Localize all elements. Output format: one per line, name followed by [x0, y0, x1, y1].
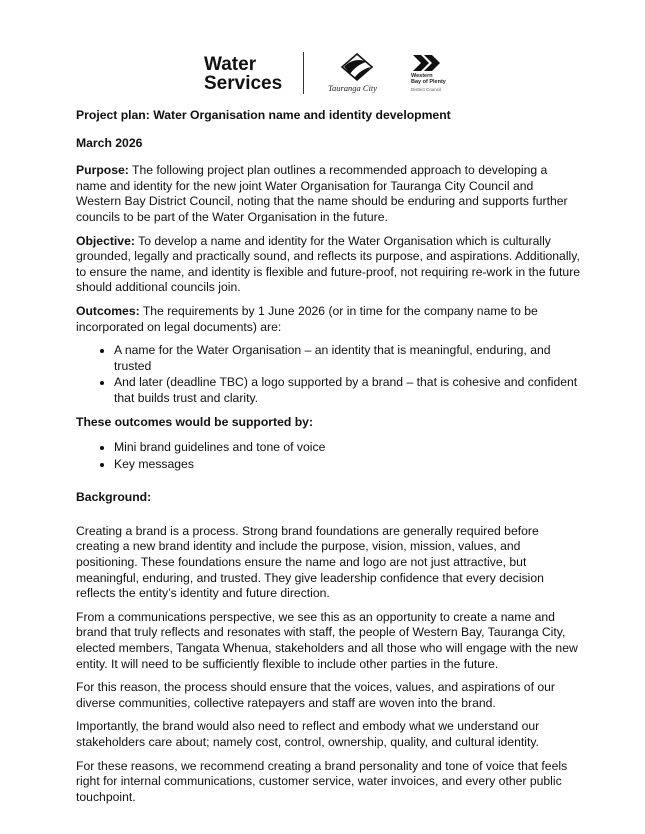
- list-item: • And later (deadline TBC) a logo supported by a brand – that is cohesive and confident that builds trust and clarity.: [114, 375, 581, 406]
- logo-divider: [303, 52, 304, 94]
- document-title: Project plan: Water Organisation name and identity development: [76, 108, 451, 122]
- outcomes-paragraph: [76, 304, 581, 335]
- wbop-wordmark-sub: District Council: [411, 87, 442, 92]
- tauranga-city-wordmark: Tauranga City: [328, 83, 378, 93]
- objective-text: To develop a name and identity for the Water Organisation which is culturally grounded, legally and practically sound, and reflects its purpose, and aspirations. Additionally, to ensure the name, and identity is flexible and future-proof, not requiring re-work in the future should additional councils join.: [76, 233, 581, 295]
- outcomes-label: Outcomes:: [76, 303, 140, 318]
- water-services-logo: [204, 55, 282, 93]
- background-paragraph-5: For these reasons, we recommend creating a brand personality and tone of voice that feels right for internal communications, customer service, water invoices, and every other public touchpoint.: [76, 758, 568, 804]
- purpose-label: Purpose:: [76, 163, 129, 178]
- purpose-text: The following project plan outlines a recommended approach to developing a name and identity for the new joint Water Organisation for Tauranga City Council and Western Bay District Council, noting that the name should be enduring and supports further councils to be part of the Water Organisation in the future.: [76, 163, 568, 224]
- background-paragraph-1: Creating a brand is a process. Strong brand foundations are generally required before creating a new brand identity and include the purpose, vision, mission, values, and positioning. These foundations ensure the name and logo are not just attractive, but meaningful, enduring, and trusted. They give leadership confidence that every decision reflects the entity’s identity and future direction.: [76, 523, 544, 601]
- background-paragraph-4: Importantly, the brand would also need to reflect and embody what we understand our stakeholders care about; namely cost, control, ownership, quality, and cultural identity.: [76, 719, 540, 749]
- outcomes-text: The requirements by 1 June 2026 (or in time for the company name to be incorporated on legal documents) are:: [76, 303, 538, 334]
- background-heading: Background:: [76, 490, 152, 505]
- supported-list: [76, 440, 581, 472]
- document-body: [76, 108, 581, 813]
- outcomes-list: [76, 343, 581, 406]
- water-services-logo-line1: Water: [204, 54, 257, 75]
- objective-paragraph: [76, 234, 581, 296]
- list-item: • Mini brand guidelines and tone of voice: [114, 440, 581, 456]
- wbop-wordmark-line1: Western: [411, 73, 433, 79]
- water-services-logo-line2: Services: [204, 73, 283, 94]
- purpose-paragraph: [76, 163, 581, 225]
- list-item: • Key messages: [114, 457, 581, 473]
- list-item: • A name for the Water Organisation – an identity that is meaningful, enduring, and trusted: [114, 343, 581, 374]
- background-paragraph-2: From a communications perspective, we see this as an opportunity to create a name and brand that truly reflects and resonates with staff, the people of Western Bay, Tauranga City, elected members, Tangata Whenua, stakeholders and all those who will engage with the new entity. It will need to be sufficiently flexible to include other parties in the future.: [76, 609, 578, 671]
- spacer: [76, 480, 581, 490]
- document-date: March 2026: [76, 135, 143, 150]
- objective-label: Objective:: [76, 233, 135, 248]
- wbop-wordmark: [411, 73, 446, 85]
- supported-heading: These outcomes would be supported by:: [76, 414, 314, 429]
- header-logos: [0, 50, 645, 100]
- background-paragraph-3: For this reason, the process should ensure that the voices, values, and aspirations of our diverse communities, collective ratepayers and staff are woven into the brand.: [76, 680, 555, 710]
- wbop-wordmark-line2: Bay of Plenty: [411, 79, 446, 85]
